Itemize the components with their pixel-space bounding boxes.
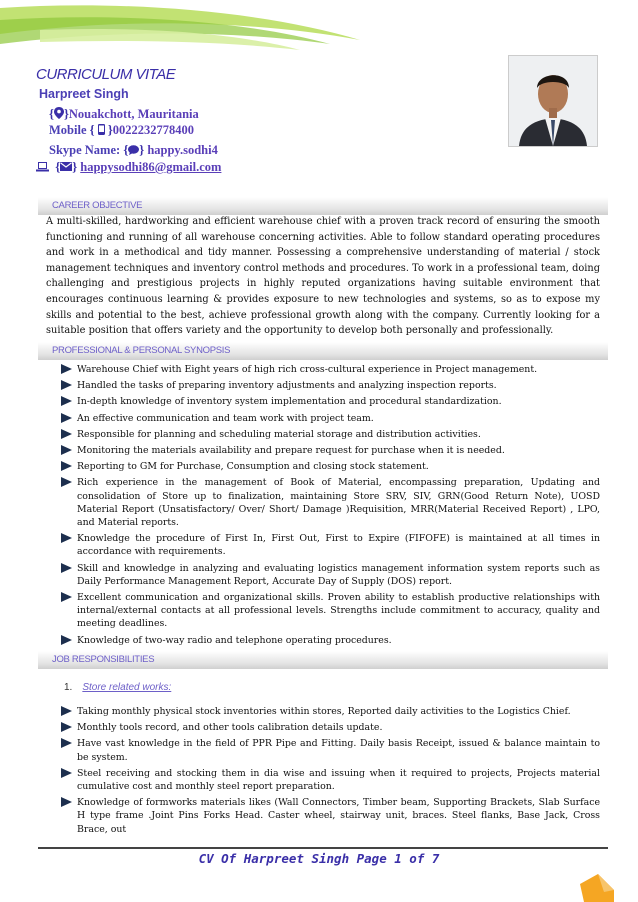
- job-responsibilities-heading: [38, 651, 608, 669]
- list-item: Warehouse Chief with Eight years of high rich cross-cultural experience in Project management.: [60, 363, 600, 376]
- address-value: Nouakchott, Mauritania: [68, 107, 199, 121]
- mobile-value: 0022232778400: [112, 123, 194, 137]
- job-responsibilities-title: JOB RESPONSIBILITIES: [52, 654, 155, 665]
- list-item: Knowledge the procedure of First In, First Out, First to Expire (FIFOFE) is maintained at all times in accordance with requirements.: [60, 532, 600, 558]
- list-item: An effective communication and team work with project team.: [60, 412, 600, 425]
- envelope-icon: { }: [52, 160, 78, 174]
- email-line: [36, 160, 221, 175]
- job-list: [60, 705, 600, 839]
- skype-value: happy.sodhi4: [147, 143, 218, 157]
- subsection-title: Store related works:: [82, 682, 172, 693]
- applicant-name: Harpreet Singh: [39, 87, 129, 101]
- list-item: Monthly tools record, and other tools calibration details update.: [60, 721, 600, 734]
- mobile-phone-icon: { }: [89, 123, 113, 137]
- footer-rule: [38, 847, 608, 849]
- list-item: Reporting to GM for Purchase, Consumption and closing stock statement.: [60, 460, 600, 473]
- location-pin-icon: { }: [49, 107, 69, 121]
- page-corner-decoration: [574, 872, 614, 902]
- list-item: Responsible for planning and scheduling material storage and distribution activities.: [60, 428, 600, 441]
- address-line: [49, 107, 199, 122]
- skype-label: Skype Name:: [49, 143, 121, 157]
- list-item: Taking monthly physical stock inventories within stores, Reported daily activities to the Logistics Chief.: [60, 705, 600, 718]
- laptop-icon: [36, 160, 49, 175]
- list-item: Skill and knowledge in analyzing and evaluating logistics management information system reports such as Daily Performance Management Report, Accurate Day of Supply (DOS) report.: [60, 562, 600, 588]
- list-item: Monitoring the materials availability and prepare request for purchase when it is needed.: [60, 444, 600, 457]
- list-item: Rich experience in the management of Book of Material, encompassing preparation, Updating and consolidation of Store up to finalization, maintaining Store SRV, SIV, GRN(Good Return Note), UOSD Material Report (Unsatisfactory/ Over/ Short/ Damage )Requisition, MRR(Material Received Report) , LPO, and Material reports.: [60, 476, 600, 529]
- career-objective-title: CAREER OBJECTIVE: [52, 200, 143, 211]
- chat-bubble-icon: { }: [123, 143, 145, 157]
- list-item: Handled the tasks of preparing inventory adjustments and analyzing inspection reports.: [60, 379, 600, 392]
- subsection-number: 1.: [64, 682, 73, 693]
- skype-line: [49, 143, 218, 158]
- header-swoosh: [0, 0, 638, 60]
- list-item: Excellent communication and organizational skills. Proven ability to establish productive relationships with internal/external contacts at all professional levels. Strengths include commitment to accuracy, quality and meeting deadlines.: [60, 591, 600, 631]
- synopsis-list: [60, 363, 600, 650]
- mobile-label: Mobile: [49, 123, 87, 137]
- list-item: Knowledge of formworks materials likes (Wall Connectors, Timber beam, Supporting Brackets, Slab Surface H type frame .Joint Pins Forks Head. Caster wheel, stairway unit, braces. Steel flanks, Base Jack, Cross Brace, out: [60, 796, 600, 836]
- list-item: Knowledge of two-way radio and telephone operating procedures.: [60, 634, 600, 647]
- list-item: Steel receiving and stocking them in dia wise and issuing when it required to projects, Projects material cumulative cost and monthly steel report preparation.: [60, 767, 600, 793]
- profile-photo: [508, 55, 598, 147]
- page-footer: CV Of Harpreet Singh Page 1 of 7: [198, 851, 440, 866]
- career-objective-heading: [38, 197, 608, 215]
- subsection-store-works: [64, 682, 171, 693]
- cv-title: CURRICULUM VITAE: [36, 66, 176, 83]
- synopsis-heading: [38, 342, 608, 360]
- email-link[interactable]: happysodhi86@gmail.com: [80, 160, 222, 174]
- list-item: In-depth knowledge of inventory system implementation and procedural standardization.: [60, 395, 600, 408]
- synopsis-title: PROFESSIONAL & PERSONAL SYNOPSIS: [52, 345, 231, 356]
- mobile-line: [49, 123, 194, 138]
- list-item: Have vast knowledge in the field of PPR Pipe and Fitting. Daily basis Receipt, issued & balance maintain to be system.: [60, 737, 600, 763]
- career-objective-text: A multi-skilled, hardworking and efficient warehouse chief with a proven track record of ensuring the smooth functioning and running of all warehouse concerning activities. Able to follow standard operating procedures and work in a methodical and tidy manner. Possessing a comprehensive understanding of material / stock management techniques and inventory control methods and procedures. To work in a professional team, doing challenging and prestigious projects in highly reputed organizations having suitable environment that encourages continuous learning & provides exposure to new technologies and systems, so as to expose my skills and potential to the best, achieve professional growth along with the company. Currently looking for a suitable position that offers variety and the opportunity to develop both personally and professionally.: [46, 216, 600, 337]
